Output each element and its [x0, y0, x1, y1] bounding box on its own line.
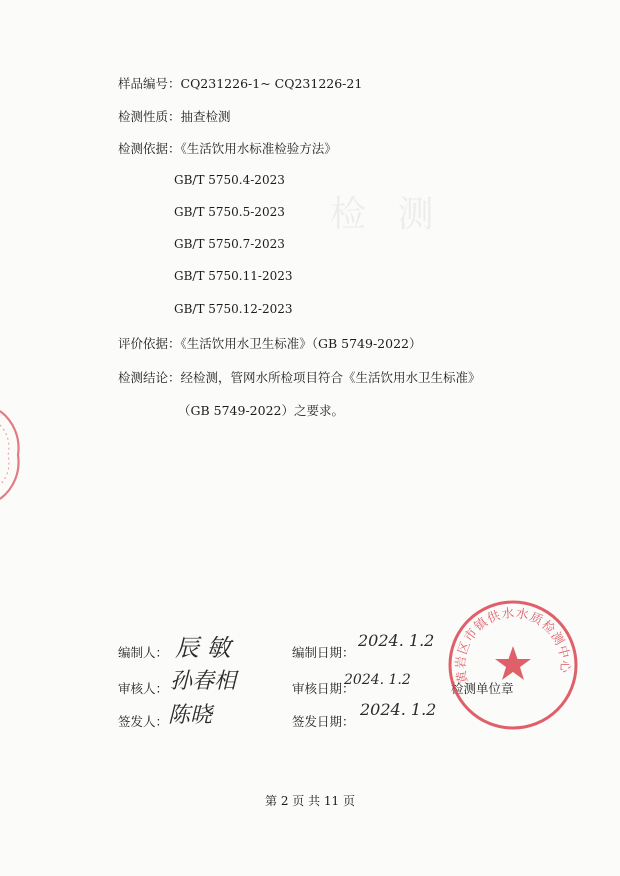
page-number: 第 2 页 共 11 页 — [265, 794, 355, 808]
standard-item: GB/T 5750.12-2023 — [174, 302, 293, 316]
edge-seal-fragment — [0, 405, 30, 505]
issuer-label: 签发人： — [118, 714, 169, 729]
compile-date: 2024. 1.2 — [358, 631, 435, 650]
seal-star-icon — [495, 646, 531, 680]
test-nature: 检测性质：抽查检测 — [118, 109, 231, 124]
compiler-label: 编制人： — [118, 645, 169, 660]
review-date: 2024. 1.2 — [344, 672, 411, 688]
show-through-text: 检 测 — [330, 194, 444, 235]
conclusion-line-1: 检测结论：经检测，管网水所检项目符合《生活饮用水卫生标准》 — [118, 370, 481, 385]
standard-item: GB/T 5750.5-2023 — [174, 205, 285, 219]
evaluation-basis: 评价依据：《生活饮用水卫生标准》（GB 5749-2022） — [118, 336, 422, 351]
review-date-label: 审核日期： — [292, 681, 355, 696]
issuer-signature: 陈晓 — [168, 703, 213, 728]
issue-date-label: 签发日期： — [292, 714, 355, 729]
compile-date-label: 编制日期： — [292, 645, 355, 660]
conclusion-line-2: （GB 5749-2022）之要求。 — [178, 403, 344, 418]
seal-text: 黄岩区市镇供水水质检测中心 — [452, 604, 574, 685]
unit-stamp-label: 检测单位章 — [451, 681, 514, 696]
standard-item: GB/T 5750.11-2023 — [174, 269, 293, 283]
standard-item: GB/T 5750.7-2023 — [174, 237, 285, 251]
test-basis: 检测依据：《生活饮用水标准检验方法》 — [118, 141, 337, 156]
official-seal — [446, 598, 580, 732]
compiler-signature: 辰 敏 — [175, 634, 231, 662]
issue-date: 2024. 1.2 — [360, 700, 437, 719]
reviewer-signature: 孙春相 — [170, 669, 237, 694]
standard-item: GB/T 5750.4-2023 — [174, 173, 285, 187]
reviewer-label: 审核人： — [118, 681, 169, 696]
sample-number: 样品编号：CQ231226-1~ CQ231226-21 — [118, 76, 363, 91]
